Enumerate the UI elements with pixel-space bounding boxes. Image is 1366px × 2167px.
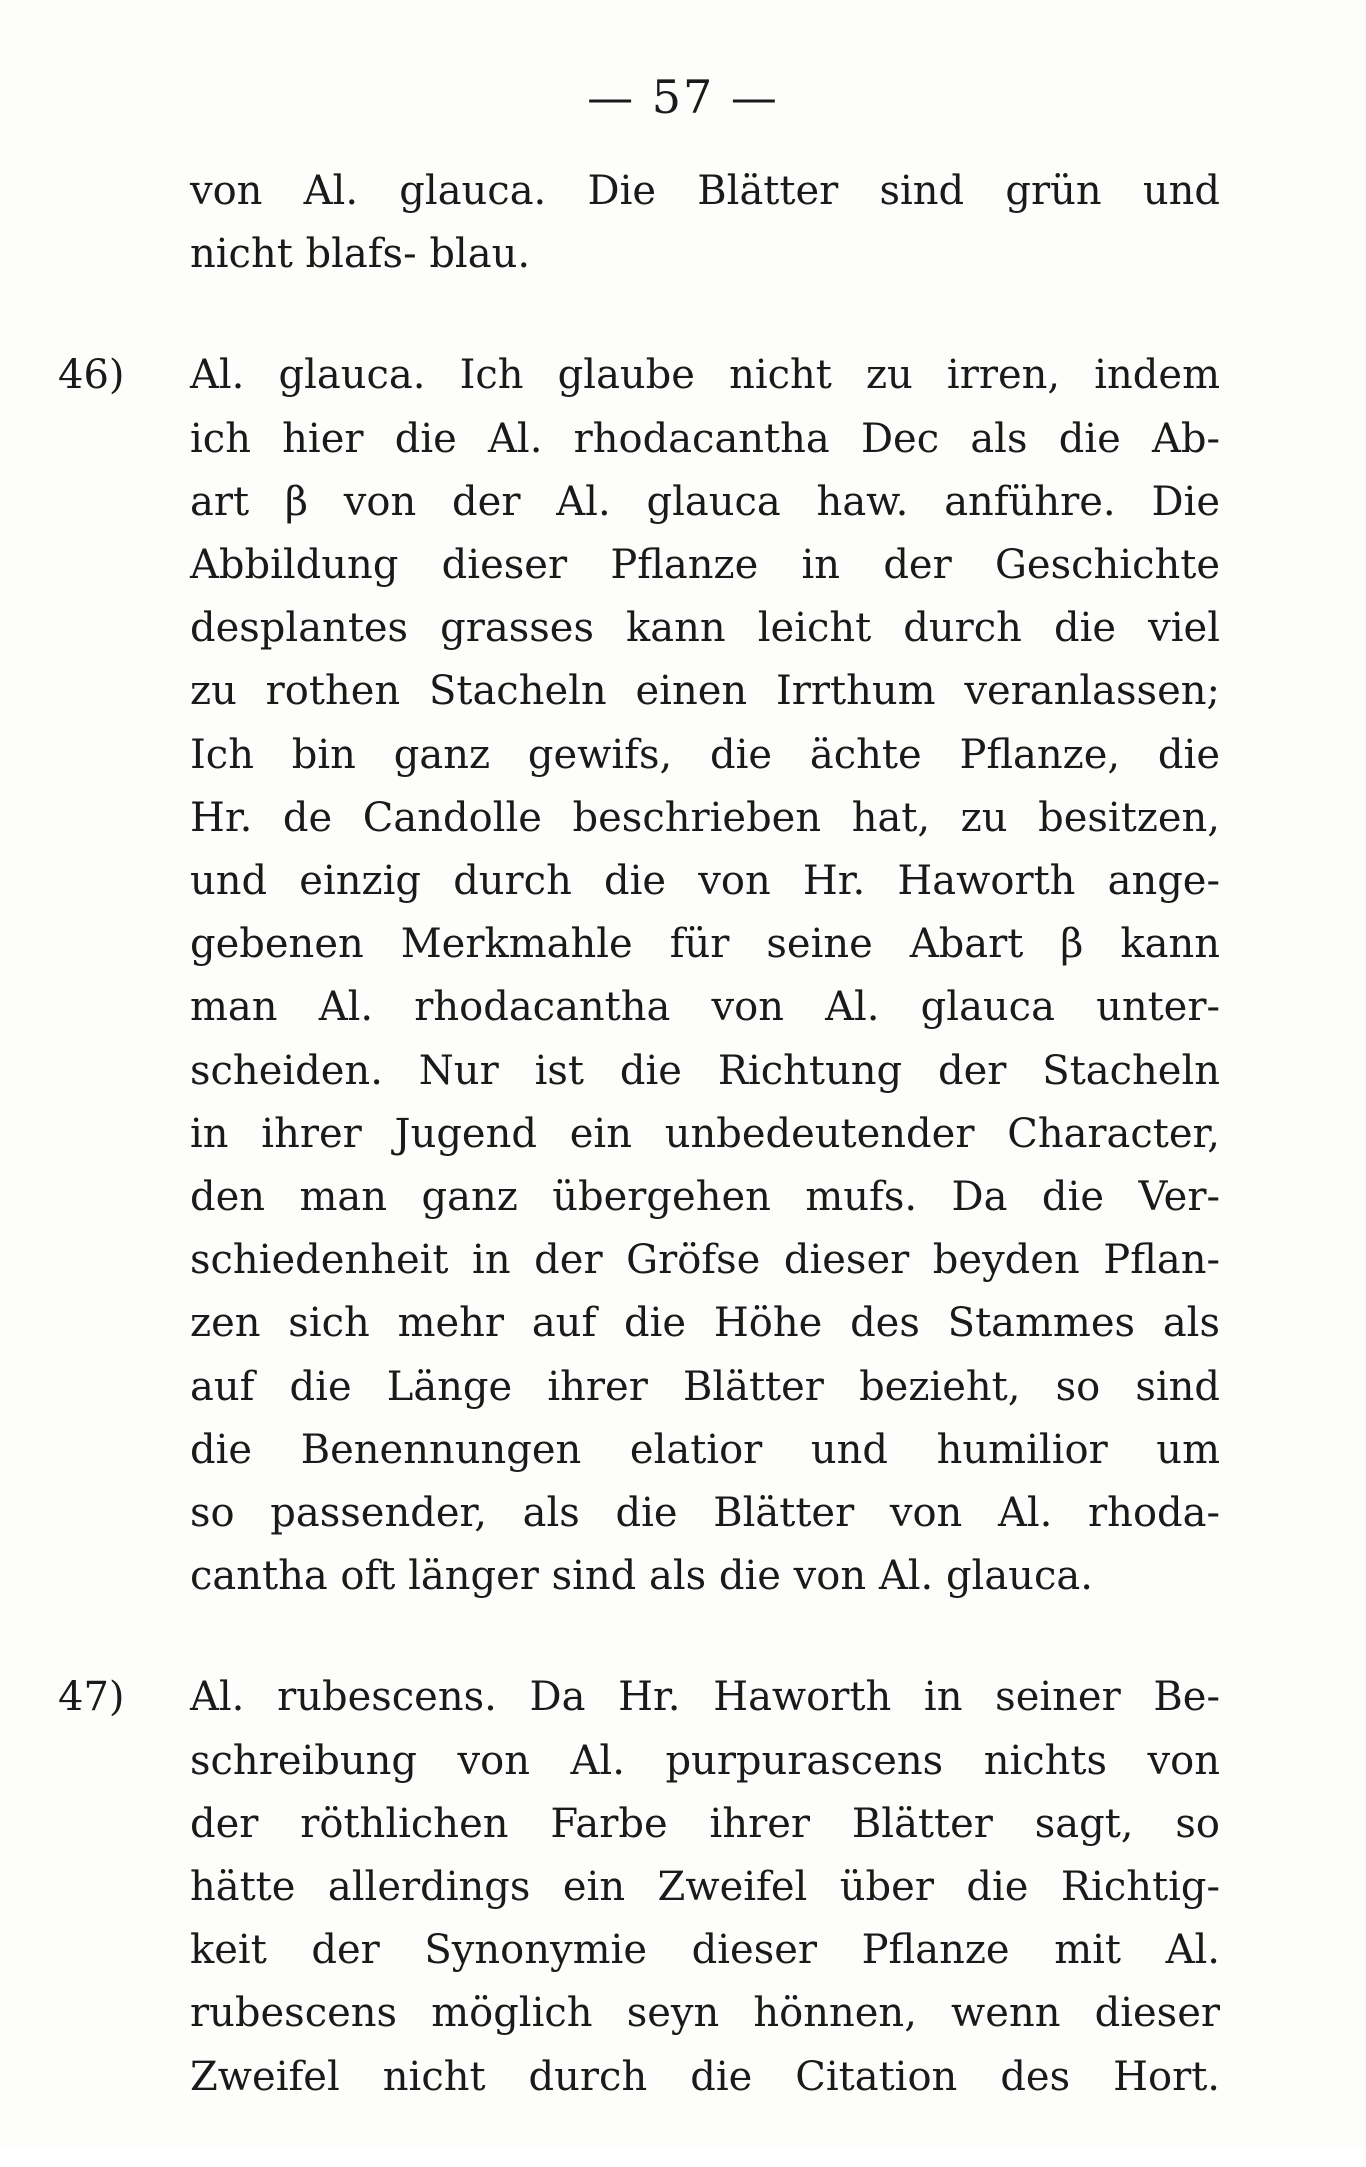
entry-46 [58, 344, 1220, 1608]
text-line: desplantes grasses kann leicht durch die viel [190, 605, 1220, 652]
text-line: nicht blafs- blau. [190, 231, 531, 278]
text-line: Al. rubescens. Da Hr. Haworth in seiner Be- [190, 1674, 1220, 1721]
text-line: schreibung von Al. purpurascens nichts von [190, 1737, 1220, 1784]
page-number: — 57 — [587, 70, 779, 124]
text-line: scheiden. Nur ist die Richtung der Stacheln [190, 1047, 1220, 1094]
entry-number: 47) [58, 1674, 125, 1721]
text-line: Al. glauca. Ich glaube nicht zu irren, indem [190, 352, 1220, 399]
text-line: den man ganz übergehen mufs. Da die Ver- [190, 1174, 1220, 1221]
text-line: rubescens möglich seyn hönnen, wenn dieser [190, 1990, 1220, 2037]
text-line: in ihrer Jugend ein unbedeutender Character, [190, 1110, 1220, 1157]
page-body [58, 160, 1220, 2167]
text-line: hätte allerdings ein Zweifel über die Richtig- [190, 1864, 1220, 1911]
text-line: man Al. rhodacantha von Al. glauca unter- [190, 984, 1220, 1031]
text-line: Abbildung dieser Pflanze in der Geschichte [190, 542, 1220, 589]
paragraph-continuation [190, 160, 1220, 286]
text-line: Ich bin ganz gewifs, die ächte Pflanze, die [190, 731, 1220, 778]
text-line: ich hier die Al. rhodacantha Dec als die Ab- [190, 415, 1220, 462]
text-line: Zweifel nicht durch die Citation des Hort. [190, 2053, 1220, 2100]
text-line: art β von der Al. glauca haw. anführe. Die [190, 478, 1220, 525]
entry-number: 46) [58, 352, 125, 399]
text-line: so passender, als die Blätter von Al. rhoda- [190, 1490, 1220, 1537]
entry-47 [58, 1666, 1220, 2108]
text-line: zu rothen Stacheln einen Irrthum veranlassen; [190, 668, 1220, 715]
text-line: gebenen Merkmahle für seine Abart β kann [190, 921, 1220, 968]
text-line: von Al. glauca. Die Blätter sind grün und [190, 168, 1220, 214]
text-line: die Benennungen elatior und humilior um [190, 1426, 1220, 1473]
text-line: Hr. de Candolle beschrieben hat, zu besitzen, [190, 794, 1220, 841]
text-line: auf die Länge ihrer Blätter bezieht, so sind [190, 1363, 1220, 1410]
text-line: cantha oft länger sind als die von Al. glauca. [190, 1553, 1093, 1600]
text-line: und einzig durch die von Hr. Haworth ange- [190, 858, 1220, 905]
text-line: keit der Synonymie dieser Pflanze mit Al. [190, 1927, 1220, 1974]
text-line: zen sich mehr auf die Höhe des Stammes als [190, 1300, 1220, 1347]
text-line: der röthlichen Farbe ihrer Blätter sagt, so [190, 1800, 1220, 1847]
text-line: schiedenheit in der Gröfse dieser beyden Pflan- [190, 1237, 1220, 1284]
